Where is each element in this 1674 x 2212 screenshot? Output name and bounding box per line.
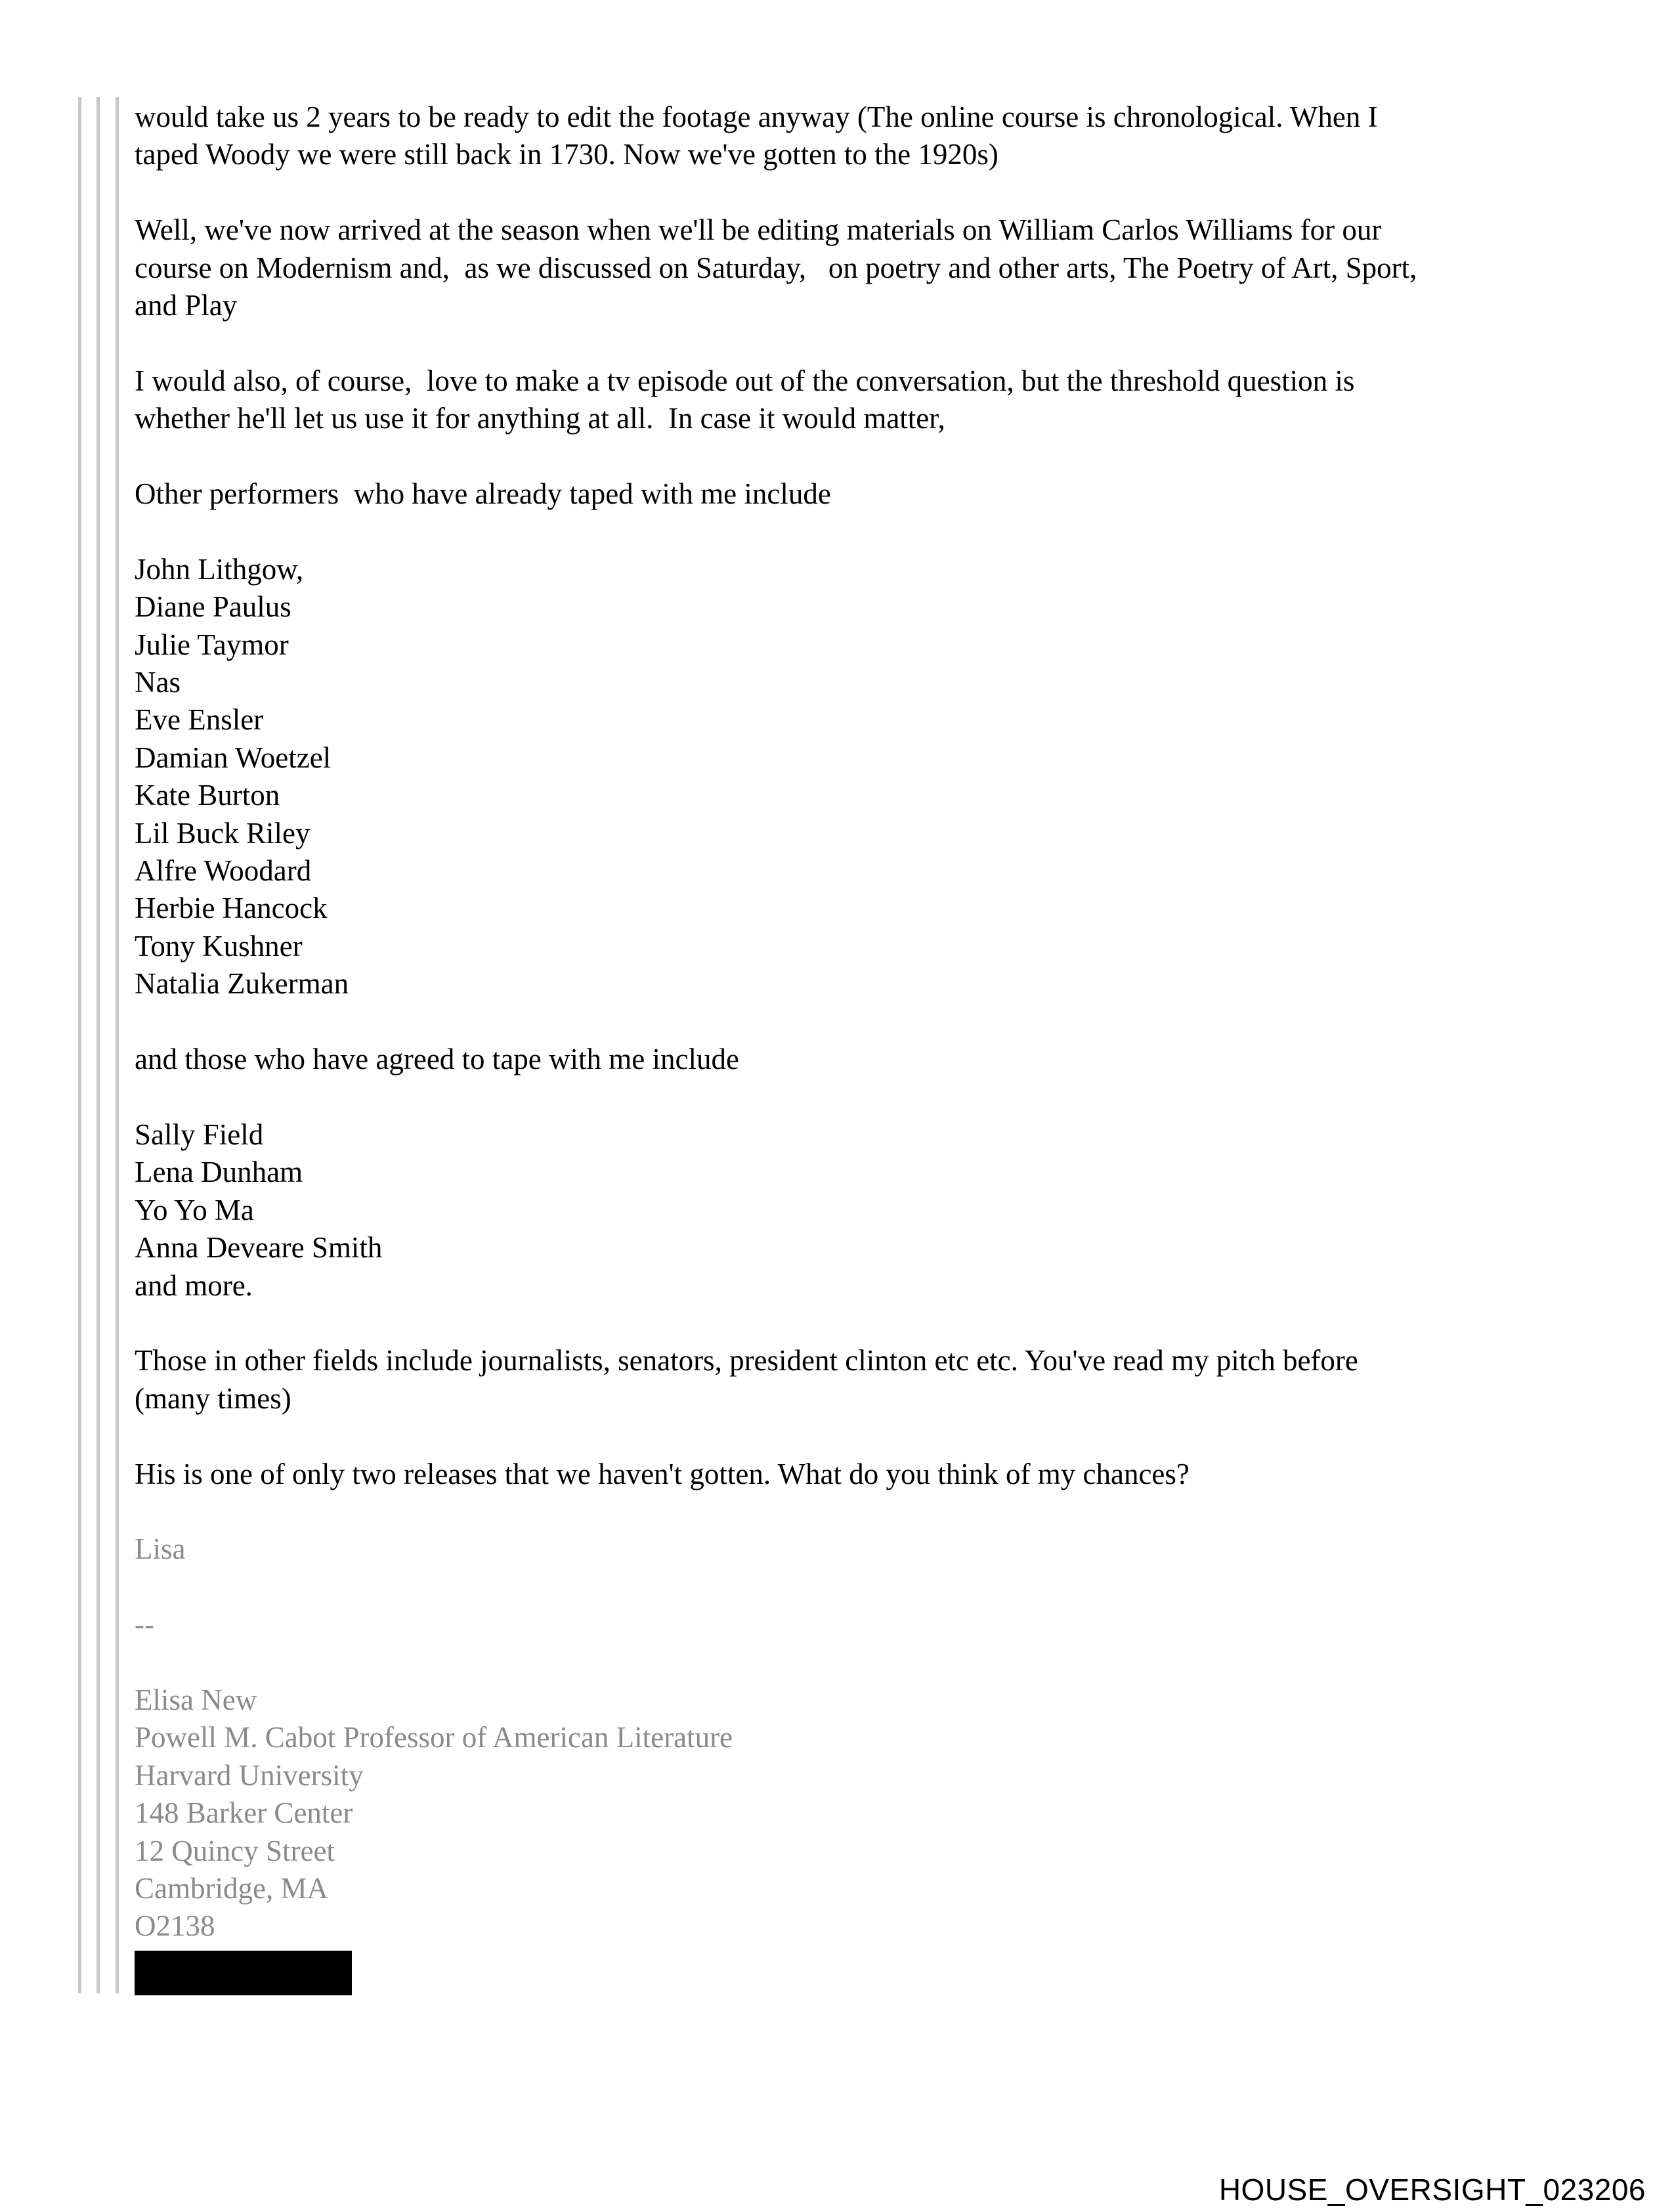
body-line: Alfre Woodard [135,854,312,888]
body-line: Herbie Hancock [135,892,328,925]
body-line: would take us 2 years to be ready to edit the footage anyway (The online course is chronological. When I [135,100,1378,133]
quote-bar [97,97,100,1993]
body-line: His is one of only two releases that we haven't gotten. What do you think of my chances? [135,1457,1190,1490]
body-line: (many times) [135,1381,291,1415]
blank-line [135,438,1417,475]
signature-line: O2138 [135,1909,215,1943]
body-line: whether he'll let us use it for anything at all. In case it would matter, [135,402,945,435]
body-line: John Lithgow, [135,552,304,586]
signature-line: Elisa New [135,1683,257,1716]
signature-line: Powell M. Cabot Professor of American Literature [135,1721,733,1754]
blank-line [135,174,1417,211]
signature-line: Harvard University [135,1758,364,1792]
signature-line: 12 Quincy Street [135,1834,335,1867]
body-line: Those in other fields include journalists, senators, president clinton etc etc. You've read my pitch before [135,1344,1358,1377]
bates-number: HOUSE_OVERSIGHT_023206 [1218,2173,1646,2207]
body-line: Diane Paulus [135,590,291,624]
body-line: Eve Ensler [135,703,264,737]
blank-line [135,324,1417,362]
body-line: Damian Woetzel [135,741,332,774]
body-line: Yo Yo Ma [135,1193,254,1226]
signature-line: -- [135,1608,154,1641]
blank-line [135,1003,1417,1041]
redaction-bar [135,1951,352,1995]
body-line: and more. [135,1269,253,1302]
body-line: taped Woody we were still back in 1730. Now we've gotten to the 1920s) [135,138,998,171]
blank-line [135,1569,1417,1606]
body-line: Nas [135,666,181,699]
blank-line [135,1418,1417,1455]
blank-line [135,1305,1417,1342]
body-line: Sally Field [135,1117,264,1151]
signature-line: 148 Barker Center [135,1796,353,1830]
body-line: Other performers who have already taped with me include [135,477,831,511]
blank-line [135,1644,1417,1681]
body-line: I would also, of course, love to make a tv episode out of the conversation, but the threshold question is [135,364,1355,397]
body-line: Lena Dunham [135,1156,303,1189]
body-line: Tony Kushner [135,929,303,963]
body-line: and those who have agreed to tape with me include [135,1043,739,1076]
body-line: and Play [135,289,238,322]
body-line: Kate Burton [135,779,280,812]
body-line: Natalia Zukerman [135,967,349,1001]
blank-line [135,513,1417,550]
quote-bar [78,97,81,1993]
body-line: course on Modernism and, as we discussed on Saturday, on poetry and other arts, The Poetry of Art, Sport, [135,251,1417,284]
body-line: Lil Buck Riley [135,816,311,850]
email-body [135,98,1417,1995]
signature-line: Cambridge, MA [135,1871,328,1905]
body-line: Julie Taymor [135,628,289,661]
blank-line [135,1078,1417,1116]
body-line: Well, we've now arrived at the season when we'll be editing materials on William Carlos Williams for our [135,213,1382,247]
body-line: Anna Deveare Smith [135,1231,383,1265]
signature-line: Lisa [135,1532,186,1566]
quote-bar [116,97,119,1993]
blank-line [135,1493,1417,1530]
